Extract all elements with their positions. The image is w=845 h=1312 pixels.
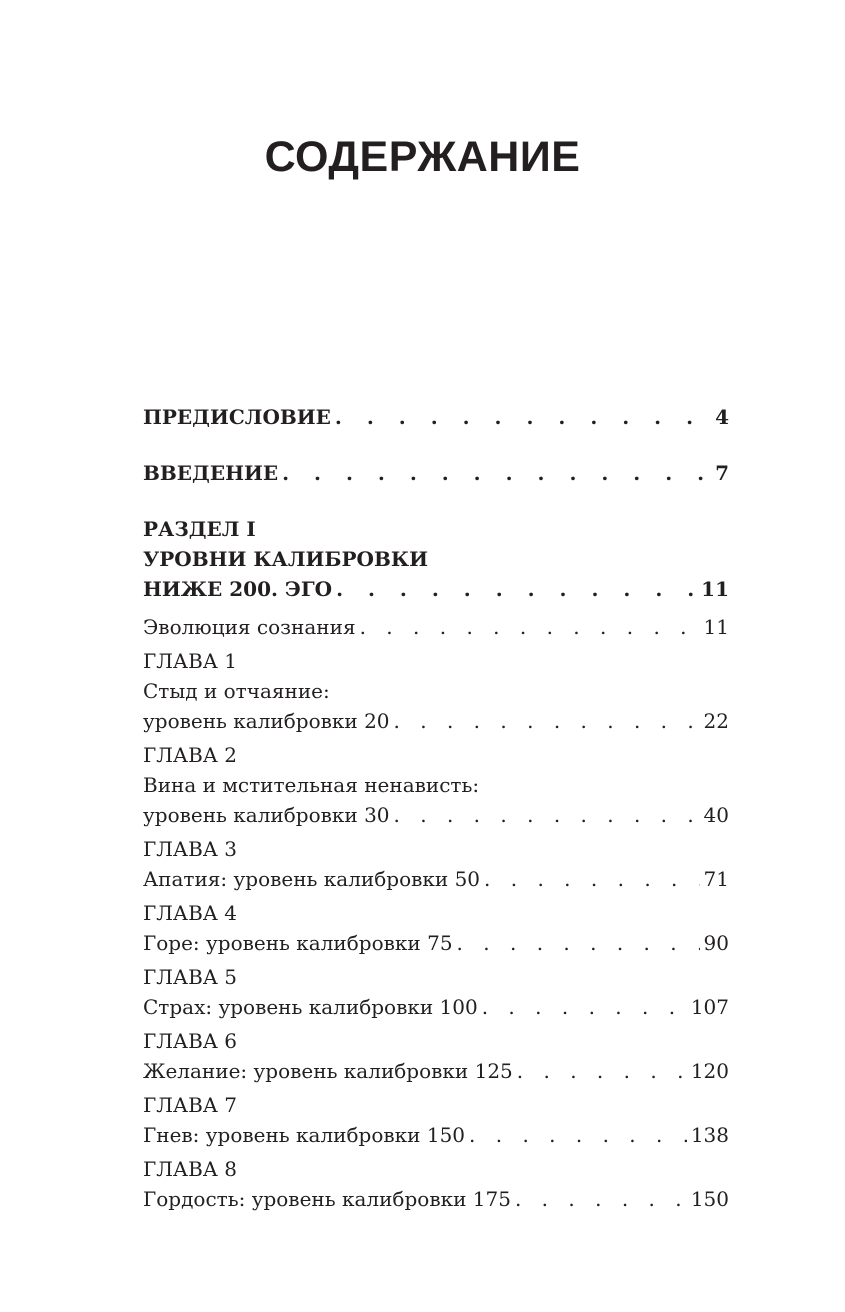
toc-chapter-8[interactable] xyxy=(143,1154,729,1214)
page-title: СОДЕРЖАНИЕ xyxy=(264,133,581,181)
toc-section-1[interactable] xyxy=(143,514,729,604)
dot-leader xyxy=(394,706,700,736)
toc-entry-label: Эволюция сознания xyxy=(143,615,356,639)
toc-chapter-2[interactable] xyxy=(143,740,729,830)
section-subtitle: НИЖЕ 200. ЭГО xyxy=(143,577,333,601)
section-number xyxy=(143,514,729,544)
chapter-title: Апатия: уровень калибровки 50 xyxy=(143,867,481,891)
chapter-title: Горе: уровень калибровки 75 xyxy=(143,931,453,955)
chapter-title: Страх: уровень калибровки 100 xyxy=(143,995,478,1019)
dot-leader xyxy=(515,1184,687,1214)
dot-leader xyxy=(335,402,711,432)
chapter-heading: ГЛАВА 4 xyxy=(143,901,238,925)
dot-leader xyxy=(360,612,700,642)
toc-chapter-3[interactable] xyxy=(143,834,729,894)
dot-leader xyxy=(394,800,700,830)
toc-page-number: 90 xyxy=(703,931,729,955)
toc-chapter-6[interactable] xyxy=(143,1026,729,1086)
toc-page-number: 22 xyxy=(703,709,729,733)
toc-entry-evolution[interactable] xyxy=(143,612,729,642)
toc-page-number: 150 xyxy=(690,1187,729,1211)
chapter-heading: ГЛАВА 7 xyxy=(143,1093,238,1117)
dot-leader xyxy=(457,928,700,958)
toc-page-number: 120 xyxy=(690,1059,729,1083)
toc-entry-label: ПРЕДИСЛОВИЕ xyxy=(143,405,331,429)
section-title-line xyxy=(143,544,729,574)
chapter-title: Гордость: уровень калибровки 175 xyxy=(143,1187,511,1211)
chapter-heading: ГЛАВА 5 xyxy=(143,965,238,989)
chapter-title: Желание: уровень калибровки 125 xyxy=(143,1059,513,1083)
toc-page-number: 40 xyxy=(703,803,729,827)
chapter-title: уровень калибровки 30 xyxy=(143,803,390,827)
toc-chapter-1[interactable] xyxy=(143,646,729,736)
dot-leader xyxy=(482,992,687,1022)
section-title: УРОВНИ КАЛИБРОВКИ xyxy=(143,547,428,571)
toc-page-number: 107 xyxy=(690,995,729,1019)
toc-page-number: 11 xyxy=(703,615,729,639)
chapter-heading: ГЛАВА 6 xyxy=(143,1029,238,1053)
section-title-last-line xyxy=(143,574,729,604)
toc-chapter-7[interactable] xyxy=(143,1090,729,1150)
toc-entry-introduction[interactable] xyxy=(143,458,729,488)
dot-leader xyxy=(517,1056,687,1086)
table-of-contents xyxy=(143,402,729,1214)
chapter-title: Гнев: уровень калибровки 150 xyxy=(143,1123,466,1147)
section-label: РАЗДЕЛ I xyxy=(143,517,256,541)
toc-chapter-4[interactable] xyxy=(143,898,729,958)
chapter-heading: ГЛАВА 2 xyxy=(143,743,238,767)
toc-page-number: 7 xyxy=(715,461,729,485)
chapter-title-line: Стыд и отчаяние: xyxy=(143,679,330,703)
chapter-heading: ГЛАВА 1 xyxy=(143,649,238,673)
toc-page-number: 11 xyxy=(701,577,729,601)
toc-page-number: 138 xyxy=(690,1123,729,1147)
toc-entry-label: ВВЕДЕНИЕ xyxy=(143,461,279,485)
chapter-heading: ГЛАВА 3 xyxy=(143,837,238,861)
toc-page-number: 71 xyxy=(703,867,729,891)
chapter-title-line: Вина и мстительная ненависть: xyxy=(143,773,480,797)
chapter-heading: ГЛАВА 8 xyxy=(143,1157,238,1181)
dot-leader xyxy=(282,458,711,488)
toc-entry-preface[interactable] xyxy=(143,402,729,432)
toc-chapter-5[interactable] xyxy=(143,962,729,1022)
dot-leader xyxy=(336,574,697,604)
toc-page-number: 4 xyxy=(715,405,729,429)
dot-leader xyxy=(484,864,700,894)
chapter-title: уровень калибровки 20 xyxy=(143,709,390,733)
dot-leader xyxy=(469,1120,687,1150)
